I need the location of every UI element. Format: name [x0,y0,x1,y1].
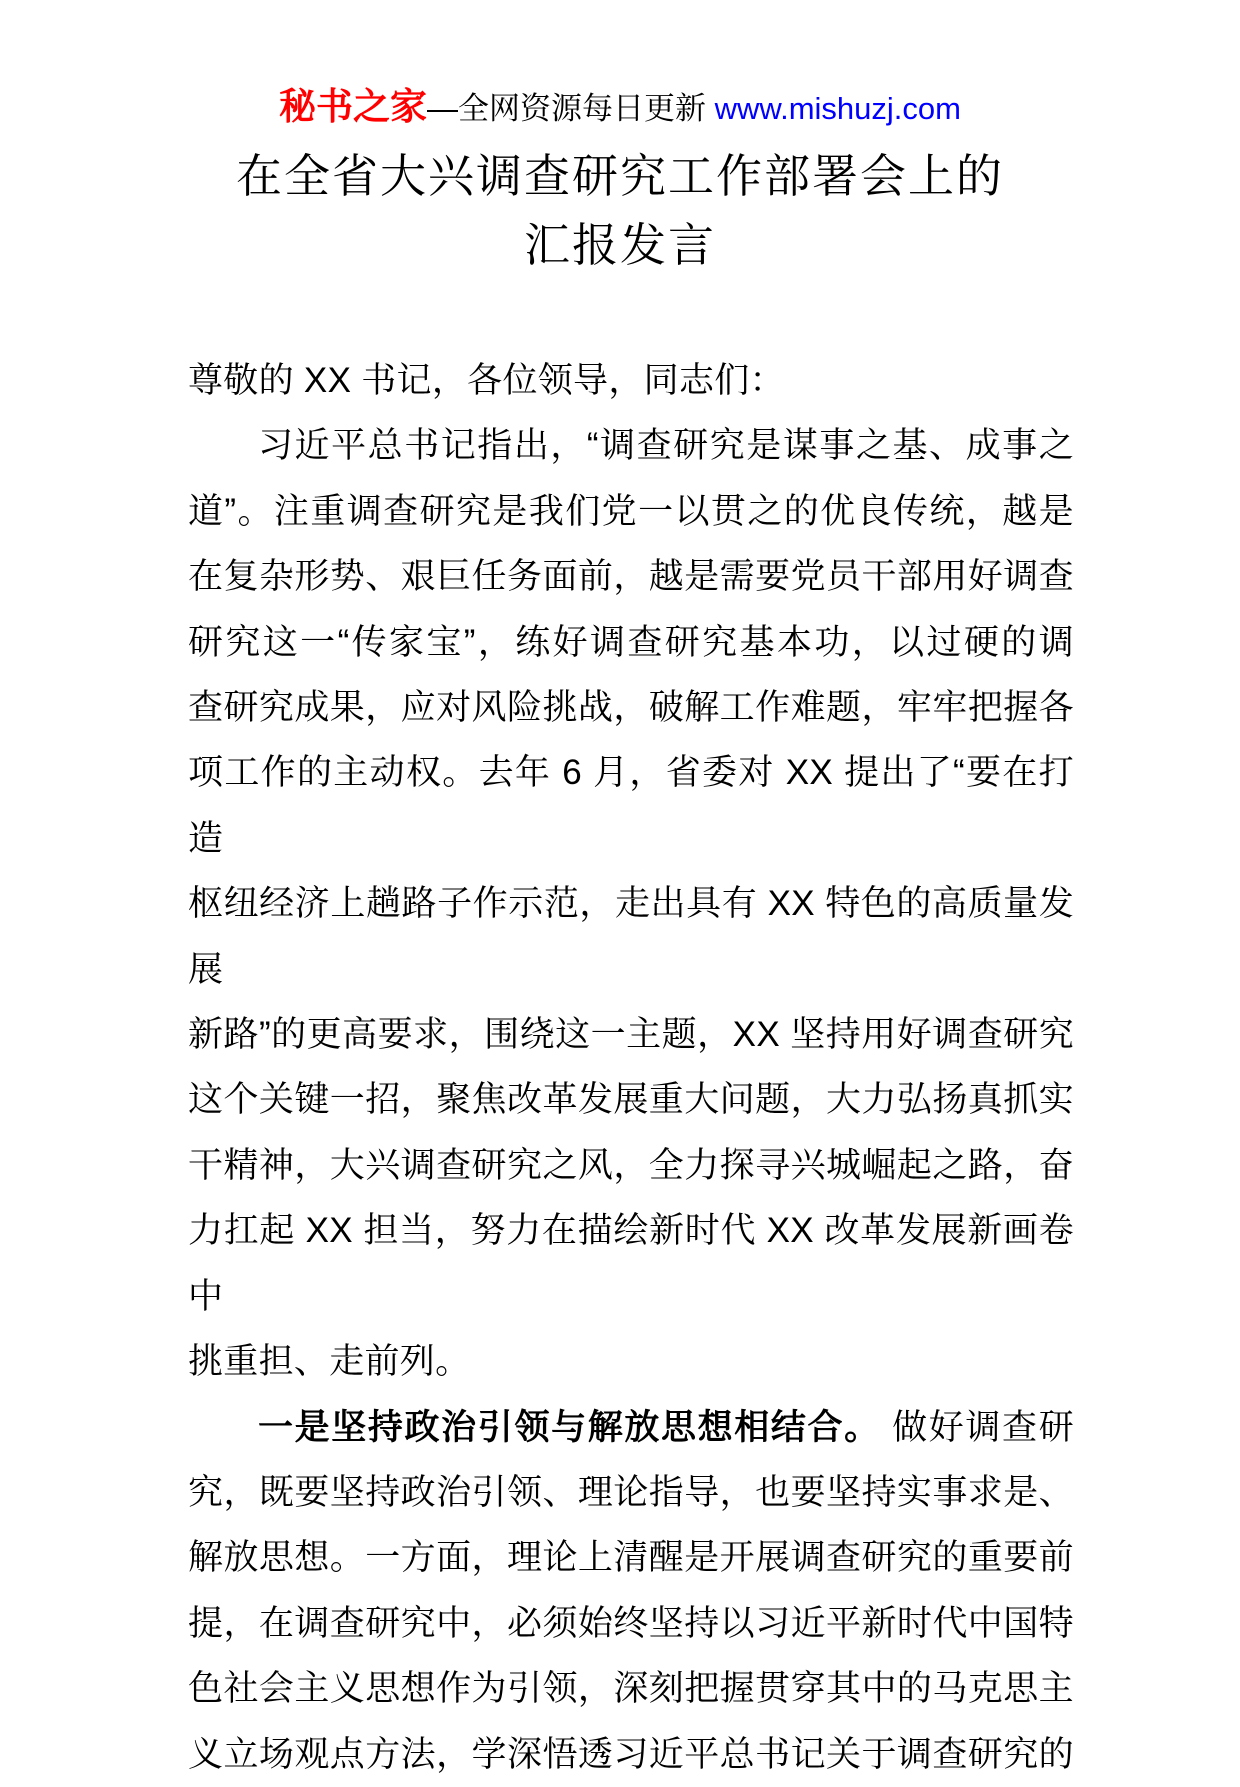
body-line: 一是坚持政治引领与解放思想相结合。 做好调查研 [258,1407,1074,1447]
header-url-link[interactable]: www.mishuzj.com [714,91,961,126]
body-line: 尊敬的 XX 书记，各位领导，同志们： [188,361,785,400]
body-line: 究，既要坚持政治引领、理论指导，也要坚持实事求是、 [188,1472,1074,1512]
body-line: 项工作的主动权。去年 6 月，省委对 XX 提出了“要在打造 [188,753,1074,858]
body-line: 力扛起 XX 担当，努力在描绘新时代 XX 改革发展新画卷中 [188,1211,1074,1316]
body-line: 查研究成果，应对风险挑战，破解工作难题，牢牢把握各 [188,688,1074,728]
body-line: 挑重担、走前列。 [188,1342,471,1382]
document-title [0,142,1240,280]
body-line: 义立场观点方法，学深悟透习近平总书记关于调查研究的 [188,1734,1074,1774]
body-line: 解放思想。一方面，理论上清醒是开展调查研究的重要前 [188,1538,1074,1578]
header-tagline: —全网资源每日更新 [427,91,715,126]
title-line-1: 在全省大兴调查研究工作部署会上的 [236,150,1004,202]
body-line: 研究这一“传家宝”，练好调查研究基本功，以过硬的调 [188,622,1074,662]
body-line: 在复杂形势、艰巨任务面前，越是需要党员干部用好调查 [188,557,1074,597]
title-line-2: 汇报发言 [524,219,716,271]
body-line: 色社会主义思想作为引领，深刻把握贯穿其中的马克思主 [188,1669,1074,1709]
body-line: 新路”的更高要求，围绕这一主题，XX 坚持用好调查研究 [188,1015,1074,1055]
body-line: 道”。注重调查研究是我们党一以贯之的优良传统，越是 [188,491,1074,531]
body-line: 枢纽经济上趟路子作示范，走出具有 XX 特色的高质量发展 [188,884,1074,989]
body-line: 这个关键一招，聚焦改革发展重大问题，大力弘扬真抓实 [188,1080,1074,1120]
body-line: 干精神，大兴调查研究之风，全力探寻兴城崛起之路，奋 [188,1145,1074,1185]
site-brand: 秘书之家 [279,86,428,127]
body-line: 习近平总书记指出，“调查研究是谋事之基、成事之 [258,426,1074,466]
page-header [0,84,1240,132]
body-line: 提，在调查研究中，必须始终坚持以习近平新时代中国特 [188,1603,1074,1643]
body-text [188,348,1074,1787]
